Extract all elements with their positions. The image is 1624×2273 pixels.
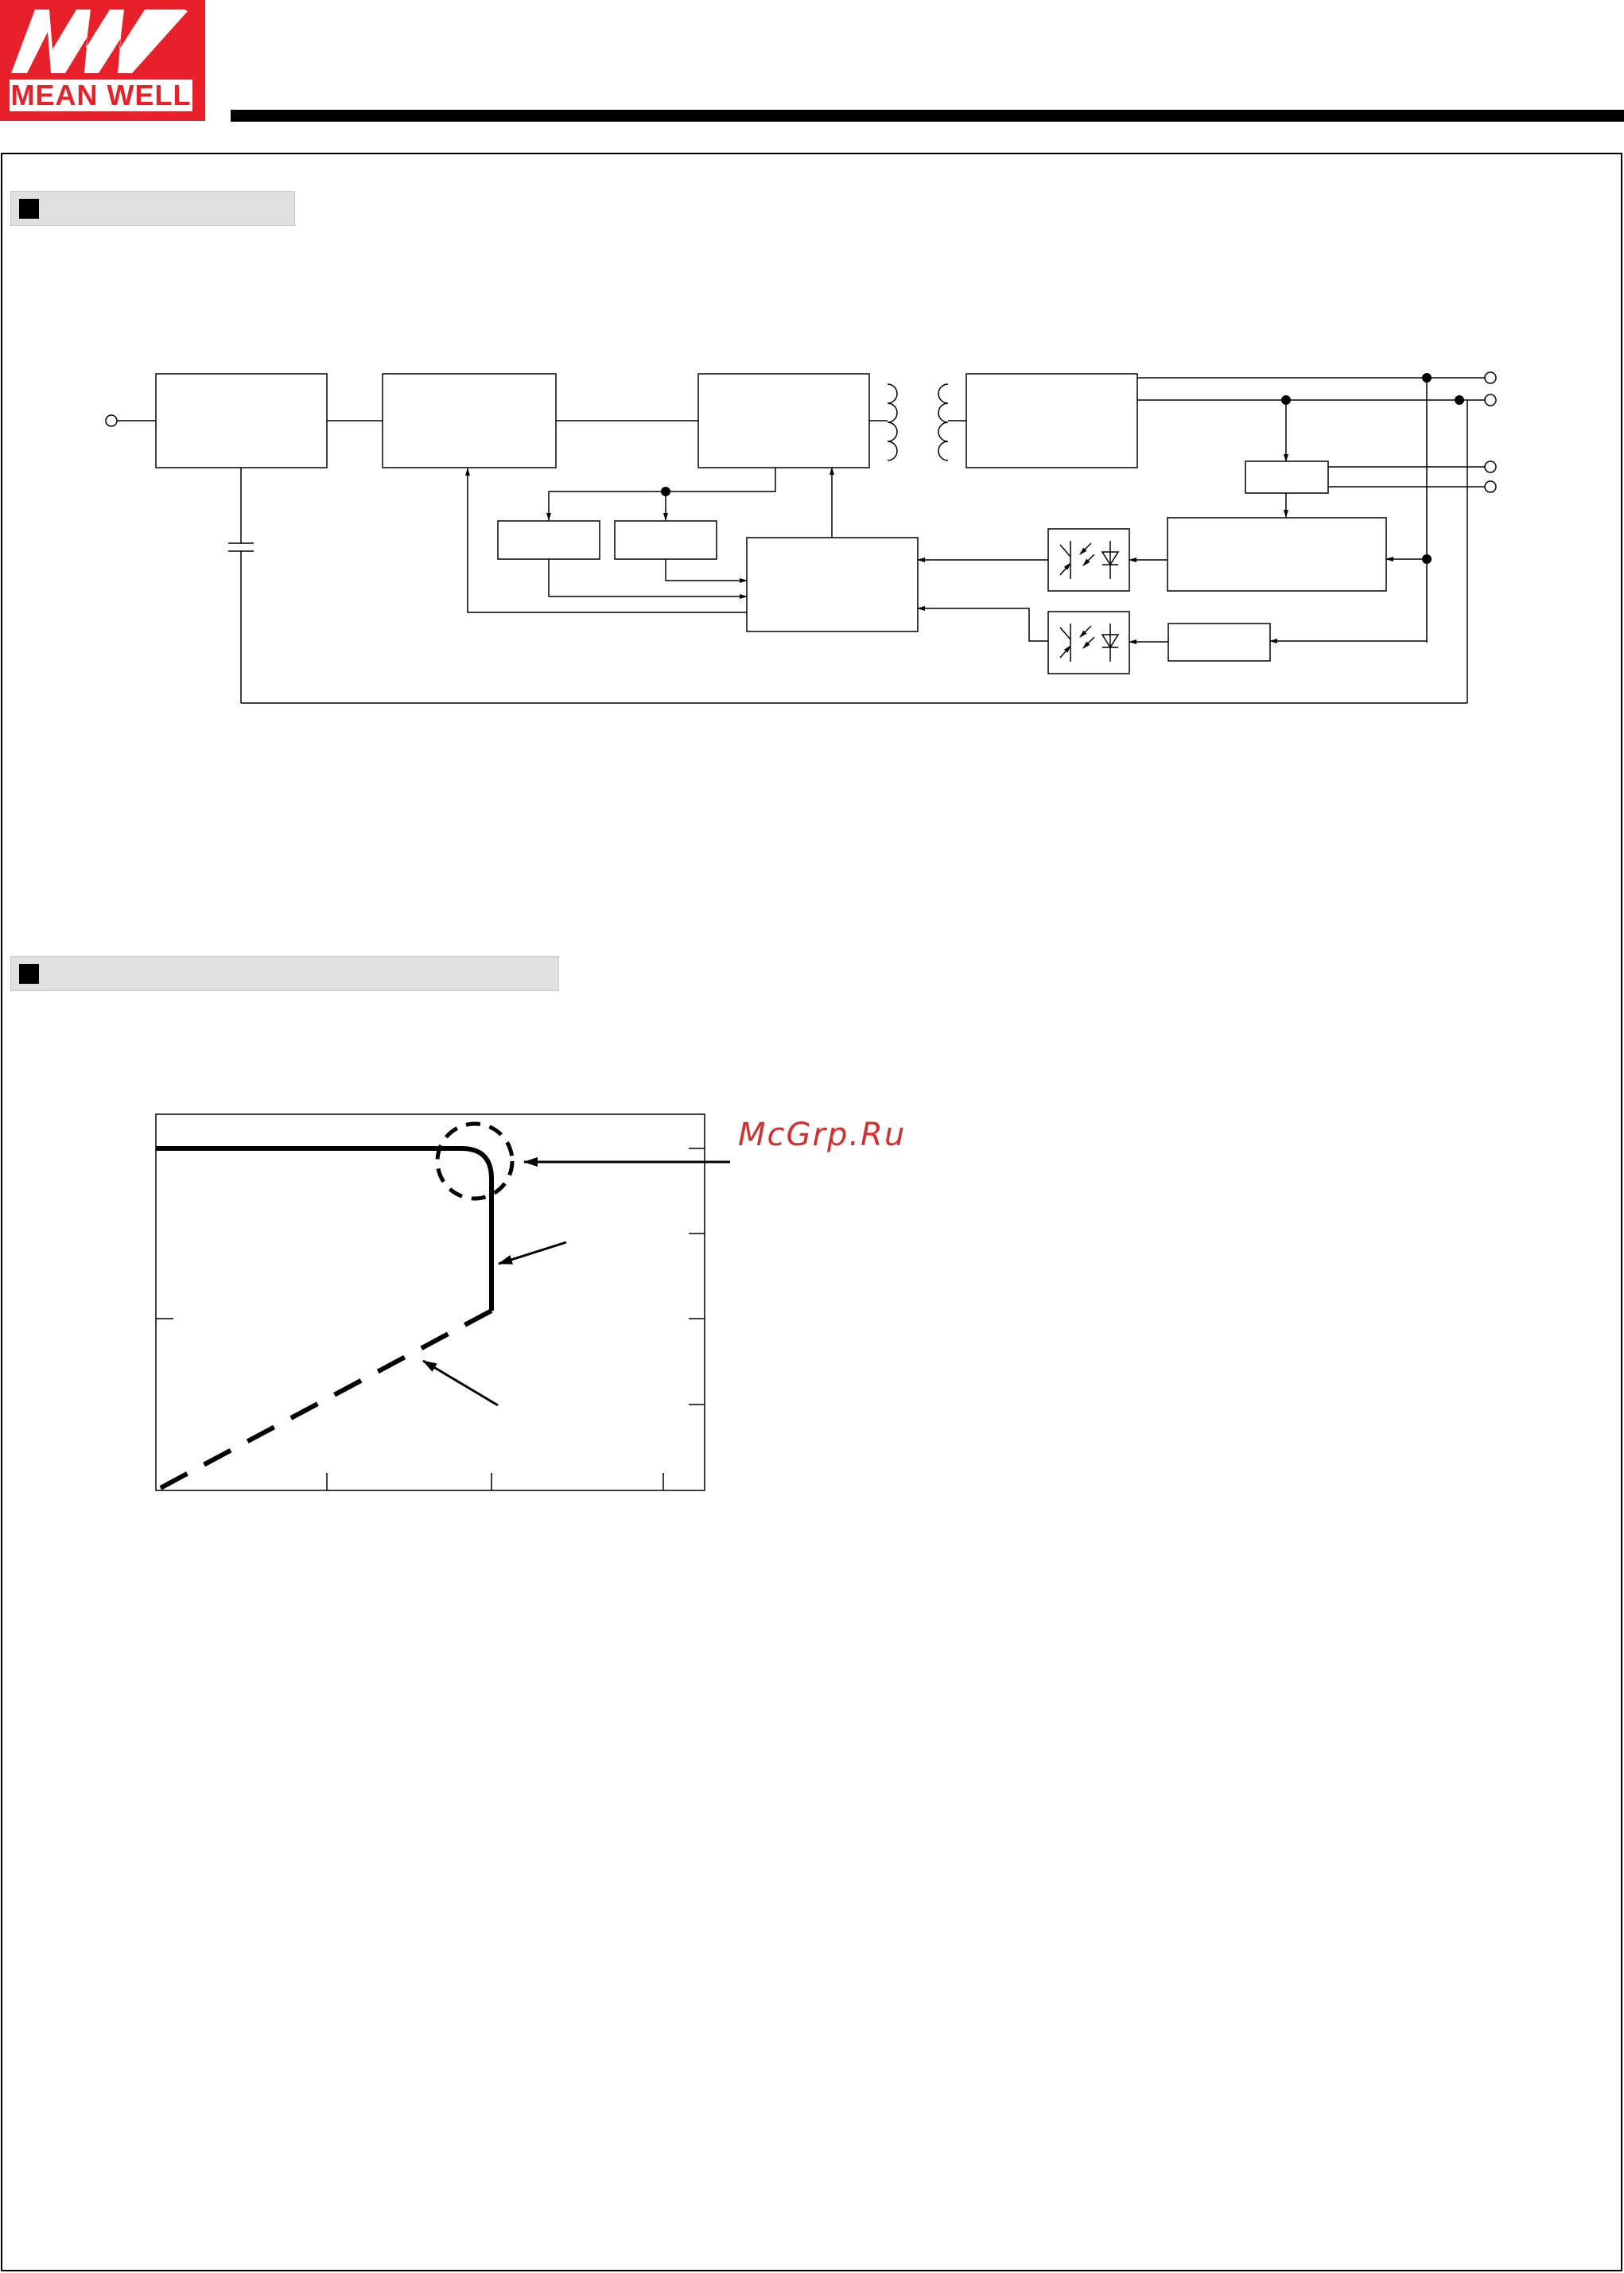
block-olp-circuit — [1167, 518, 1386, 591]
signal-terminal-1 — [1485, 461, 1496, 472]
transformer-icon — [888, 384, 948, 460]
block-emi-filter — [156, 374, 327, 468]
block-rectifier-pfc — [383, 374, 556, 468]
mean-well-wordmark: MEAN WELL — [10, 79, 192, 111]
photo-coupler-1-icon — [1048, 529, 1129, 591]
block-otp — [615, 521, 717, 559]
block-ocp — [498, 521, 600, 559]
block-detection-circuit — [1245, 461, 1328, 493]
block-power-switching — [698, 374, 869, 468]
annotation-arrow-2 — [499, 1242, 566, 1264]
block-pwm-control — [747, 538, 918, 631]
watermark-text: McGrp.Ru — [738, 1117, 907, 1153]
hiccup-dashed-line — [156, 1311, 491, 1490]
input-terminal — [106, 415, 117, 426]
annotation-arrow-3 — [423, 1361, 498, 1405]
output-terminal-minus — [1485, 394, 1496, 406]
block-ovp-circuit — [1168, 624, 1270, 661]
block-rectifiers-filter — [966, 374, 1137, 468]
output-terminal-plus — [1485, 372, 1496, 383]
signal-terminal-2 — [1485, 481, 1496, 492]
curve-plot-frame — [156, 1114, 705, 1490]
photo-coupler-2-icon — [1048, 612, 1129, 674]
output-characteristic-curve — [156, 1114, 730, 1490]
knee-highlight-circle — [437, 1124, 512, 1199]
